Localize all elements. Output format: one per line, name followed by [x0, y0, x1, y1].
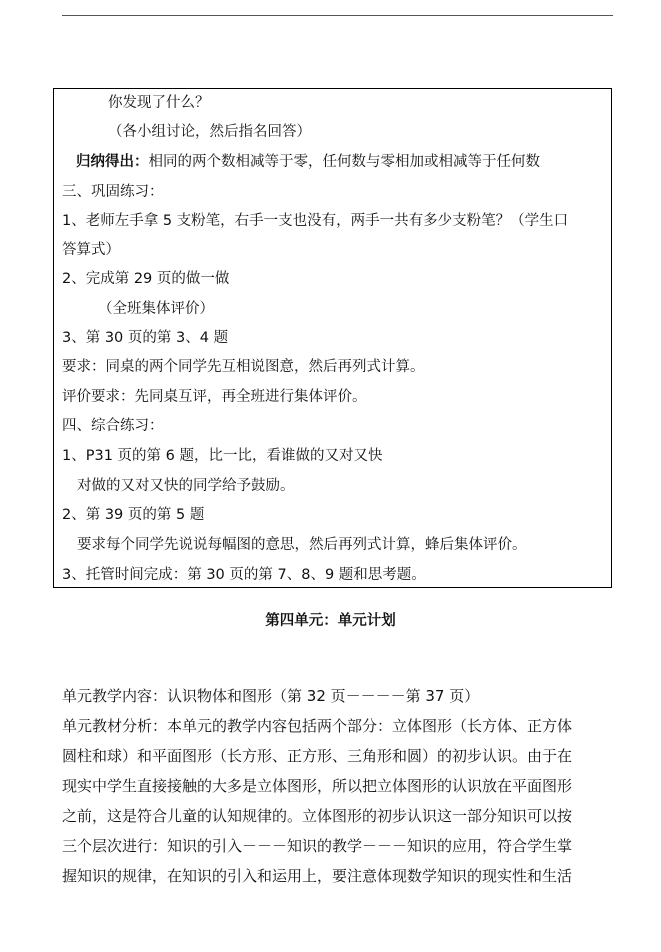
- box-line-4: 三、巩固练习：: [62, 184, 164, 200]
- box-line-2: （各小组讨论，然后指名回答）: [108, 124, 311, 140]
- box-line-7: 2、完成第 29 页的做一做: [62, 271, 230, 287]
- box-line-14: 对做的又对又快的同学给予鼓励。: [77, 478, 295, 494]
- body-line-7: 握知识的规律，在知识的引入和运用上，要注意体现数学知识的现实性和生活: [62, 867, 573, 885]
- body-line-4: 现实中学生直接接触的大多是立体图形，所以把立体图形的认识放在平面图形: [62, 777, 573, 795]
- body-line-6: 三个层次进行：知识的引入－－－知识的教学－－－知识的应用，符合学生掌: [62, 837, 573, 855]
- conclusion-text: 相同的两个数相减等于零，任何数与零相加或相减等于任何数: [148, 154, 540, 170]
- body-line-1: 单元教学内容：认识物体和图形（第 32 页－－－－第 37 页）: [62, 687, 480, 705]
- box-line-10: 要求：同桌的两个同学先互相说图意，然后再列式计算。: [62, 359, 425, 375]
- box-line-8: （全班集体评价）: [98, 301, 214, 317]
- box-line-16: 要求每个同学先说说每幅图的意思，然后再列式计算，蜂后集体评价。: [77, 537, 527, 553]
- box-line-5: 1、老师左手拿 5 支粉笔，右手一支也没有，两手一共有多少支粉笔？（学生口: [62, 213, 569, 229]
- body-line-3: 圆柱和球）和平面图形（长方形、正方形、三角形和圆）的初步认识。由于在: [62, 747, 573, 765]
- box-line-15: 2、第 39 页的第 5 题: [62, 507, 205, 523]
- box-line-11: 评价要求：先同桌互评，再全班进行集体评价。: [62, 389, 367, 405]
- box-line-12: 四、综合练习：: [62, 418, 164, 434]
- section-title: 第四单元：单元计划: [265, 613, 396, 629]
- box-line-17: 3、托管时间完成：第 30 页的第 7、8、9 题和思考题。: [62, 567, 426, 583]
- box-line-13: 1、P31 页的第 6 题，比一比，看谁做的又对又快: [62, 448, 383, 464]
- body-line-5: 之前，这是符合儿童的认知规律的。立体图形的初步认识这一部分知识可以按: [62, 807, 573, 825]
- box-line-9: 3、第 30 页的第 3、4 题: [62, 330, 229, 346]
- body-line-2: 单元教材分析：本单元的教学内容包括两个部分：立体图形（长方体、正方体: [62, 717, 573, 735]
- header-rule: [62, 15, 613, 16]
- box-line-1: 你发现了什么？: [108, 95, 210, 111]
- conclusion-label: 归纳得出：: [76, 154, 149, 170]
- box-line-6: 答算式）: [62, 242, 120, 258]
- box-line-3: [76, 152, 540, 172]
